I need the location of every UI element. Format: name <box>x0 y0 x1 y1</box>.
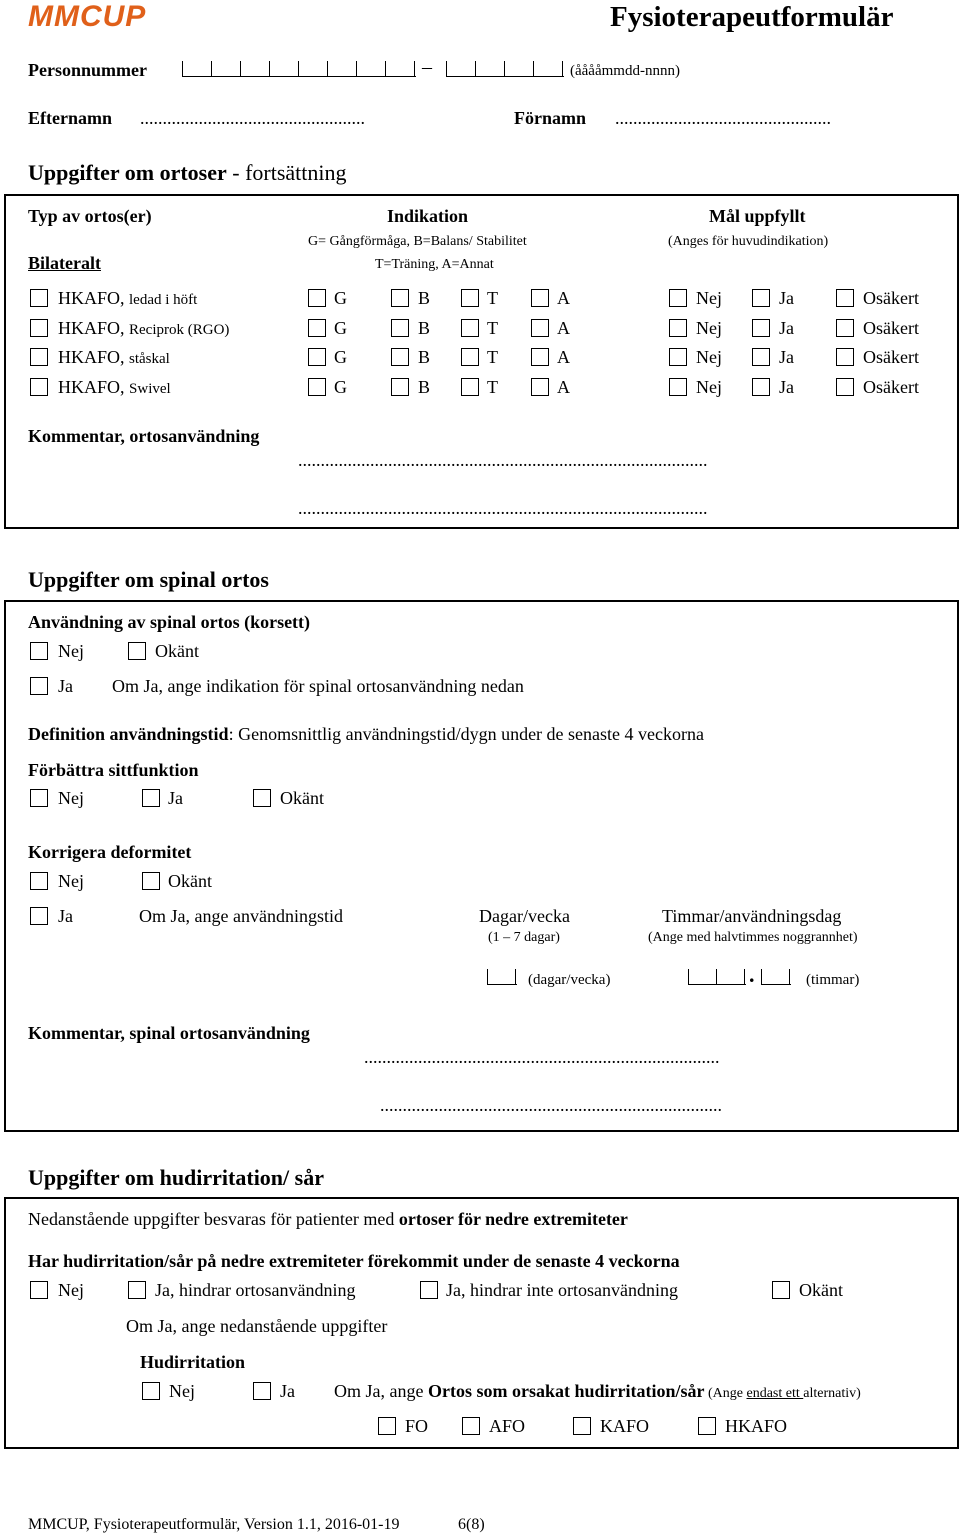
ortos-row-0-goal-0-label: Nej <box>696 288 722 308</box>
ortos-row-2-label <box>58 347 170 368</box>
hud-ja-hindrar-checkbox[interactable] <box>128 1281 146 1299</box>
hours-note: (Ange med halvtimmes noggrannhet) <box>648 930 858 945</box>
skin-text-bold: Ortos som orsakat hudirritation/sår <box>427 1381 705 1401</box>
ortos-row-0-goal-2-label: Osäkert <box>863 288 919 308</box>
ortos-row-0-label <box>58 288 197 309</box>
skin-nej-label: Nej <box>169 1381 195 1401</box>
ortos-name: HKAFO, <box>58 288 130 308</box>
spinal-comment-label: Kommentar, spinal ortosanvändning <box>28 1023 310 1043</box>
footer-text: MMCUP, Fysioterapeutformulär, Version 1.1, 2016-01-19 <box>28 1516 400 1533</box>
footer-page: 6(8) <box>458 1516 485 1533</box>
skin-text-plain: Om Ja, ange <box>334 1381 428 1401</box>
mmcup-logo: MMCUP <box>28 0 147 33</box>
ortos-row-1-indication-A-checkbox[interactable] <box>531 319 549 337</box>
ortos-row-2-goal-0-label: Nej <box>696 347 722 367</box>
section-heading-rest: - fortsättning <box>226 160 347 185</box>
ortos-row-1-goal-2-label: Osäkert <box>863 318 919 338</box>
ortos-row-1-indication-B-checkbox[interactable] <box>391 319 409 337</box>
ortos-row-0-indication-G-label: G <box>334 288 347 308</box>
ortos-row-3-indication-B-label: B <box>418 377 431 397</box>
deform-okant-checkbox[interactable] <box>142 872 160 890</box>
bilateral-label: Bilateralt <box>28 253 101 273</box>
ortos-row-0-goal-0-checkbox[interactable] <box>669 289 687 307</box>
ortos-row-1-indication-B-label: B <box>418 318 431 338</box>
sit-okant-checkbox[interactable] <box>253 789 271 807</box>
days-note: (1 – 7 dagar) <box>488 930 560 945</box>
ortos-fo-checkbox[interactable] <box>378 1417 396 1435</box>
sit-label: Förbättra sittfunktion <box>28 760 199 780</box>
section-heading-spinal: Uppgifter om spinal ortos <box>28 567 269 592</box>
ortos-row-0-indication-A-checkbox[interactable] <box>531 289 549 307</box>
goal-note: (Anges för huvudindikation) <box>668 234 829 249</box>
deform-ja-checkbox[interactable] <box>30 907 48 925</box>
ortos-row-1-indication-A-label: A <box>557 318 570 338</box>
ortos-name: HKAFO, <box>58 377 130 397</box>
ortos-detail: ståskal <box>129 351 170 367</box>
ortos-row-0-indication-B-label: B <box>418 288 431 308</box>
hours-label: Timmar/användningsdag <box>662 906 842 926</box>
ortos-row-3-goal-2-checkbox[interactable] <box>836 378 854 396</box>
ortos-row-0-indication-B-checkbox[interactable] <box>391 289 409 307</box>
ortos-detail: ledad i höft <box>129 292 198 308</box>
ortos-row-3-indication-B-checkbox[interactable] <box>391 378 409 396</box>
hours-decimal-dot: . <box>749 962 755 987</box>
skin-ja-label: Ja <box>280 1381 295 1401</box>
hud-intro <box>28 1209 628 1230</box>
definition-text <box>28 724 704 745</box>
ortos-afo-label: AFO <box>489 1416 526 1436</box>
ortos-row-2-indication-B-checkbox[interactable] <box>391 348 409 366</box>
ortos-row-2-checkbox[interactable] <box>30 348 48 366</box>
definition-bold: Definition användningstid <box>28 724 229 744</box>
spinal-usage-okant-checkbox[interactable] <box>128 642 146 660</box>
skin-note-underlined: endast ett <box>746 1386 804 1401</box>
ortos-row-2-indication-G-checkbox[interactable] <box>308 348 326 366</box>
efternamn-label: Efternamn <box>28 108 112 128</box>
hud-question: Har hudirritation/sår på nedre extremiteter förekommit under de senaste 4 veckorna <box>28 1251 680 1271</box>
ortos-afo-checkbox[interactable] <box>462 1417 480 1435</box>
ortos-comment-line-2[interactable]: ........................................................................................... <box>298 498 708 518</box>
hud-ja-hindrar-inte-label: Ja, hindrar inte ortosanvändning <box>446 1280 678 1300</box>
indication-note-1: G= Gångförmåga, B=Balans/ Stabilitet <box>308 234 527 249</box>
personnummer-number-boxes[interactable] <box>446 61 564 77</box>
efternamn-field[interactable]: .................................................. <box>140 108 365 128</box>
ortos-row-2-goal-0-checkbox[interactable] <box>669 348 687 366</box>
hud-intro-bold: ortoser för nedre extremiteter <box>398 1209 628 1229</box>
section-heading-bold: Uppgifter om ortoser <box>28 160 227 185</box>
ortos-row-3-indication-G-label: G <box>334 377 347 397</box>
personnummer-label: Personnummer <box>28 60 147 80</box>
ortos-row-1-goal-0-checkbox[interactable] <box>669 319 687 337</box>
hud-okant-label: Okänt <box>799 1280 843 1300</box>
sit-ja-checkbox[interactable] <box>142 789 160 807</box>
ortos-row-3-label <box>58 377 171 398</box>
ortos-row-1-indication-T-label: T <box>487 318 498 338</box>
sit-ja-label: Ja <box>168 788 183 808</box>
ortos-row-0-indication-T-checkbox[interactable] <box>461 289 479 307</box>
ortos-kafo-label: KAFO <box>600 1416 650 1436</box>
ortos-row-2-goal-1-checkbox[interactable] <box>752 348 770 366</box>
ortos-row-2-goal-1-label: Ja <box>779 347 794 367</box>
hud-okant-checkbox[interactable] <box>772 1281 790 1299</box>
ortos-row-1-indication-G-label: G <box>334 318 347 338</box>
ortos-comment-line-1[interactable]: ........................................................................................... <box>298 450 708 470</box>
ortos-row-1-checkbox[interactable] <box>30 319 48 337</box>
days-unit: (dagar/vecka) <box>528 972 611 988</box>
ortos-name: HKAFO, <box>58 318 130 338</box>
personnummer-dash: – <box>422 56 432 78</box>
section-heading-hudirritation: Uppgifter om hudirritation/ sår <box>28 1165 324 1190</box>
deform-okant-label: Okänt <box>168 871 212 891</box>
ortos-row-3-indication-T-label: T <box>487 377 498 397</box>
spinal-usage-ja-checkbox[interactable] <box>30 677 48 695</box>
ortos-row-0-checkbox[interactable] <box>30 289 48 307</box>
ortos-row-2-indication-T-checkbox[interactable] <box>461 348 479 366</box>
ortos-row-3-checkbox[interactable] <box>30 378 48 396</box>
deform-ja-label: Ja <box>58 906 73 926</box>
ortos-row-3-indication-T-checkbox[interactable] <box>461 378 479 396</box>
ortos-row-2-indication-B-label: B <box>418 347 431 367</box>
spinal-usage-nej-label: Nej <box>58 641 84 661</box>
skin-text <box>334 1381 861 1402</box>
indication-note-2: T=Träning, A=Annat <box>375 257 494 272</box>
fornamn-field[interactable]: ................................................ <box>615 108 831 128</box>
spinal-usage-nej-checkbox[interactable] <box>30 642 48 660</box>
ortos-row-3-indication-A-checkbox[interactable] <box>531 378 549 396</box>
ortos-row-3-goal-1-label: Ja <box>779 377 794 397</box>
personnummer-hint: (ååååmmdd-nnnn) <box>570 63 680 79</box>
personnummer-date-boxes[interactable] <box>182 61 416 77</box>
spinal-usage-ja-text: Om Ja, ange indikation för spinal ortosanvändning nedan <box>112 676 524 696</box>
hud-ja-hindrar-label: Ja, hindrar ortosanvändning <box>155 1280 356 1300</box>
ortos-row-3-indication-A-label: A <box>557 377 570 397</box>
ortos-row-3-goal-0-checkbox[interactable] <box>669 378 687 396</box>
ortos-row-1-indication-T-checkbox[interactable] <box>461 319 479 337</box>
ortos-row-2-goal-2-label: Osäkert <box>863 347 919 367</box>
ortos-row-2-indication-A-label: A <box>557 347 570 367</box>
deform-nej-label: Nej <box>58 871 84 891</box>
ortos-row-3-goal-1-checkbox[interactable] <box>752 378 770 396</box>
ortos-row-0-indication-G-checkbox[interactable] <box>308 289 326 307</box>
ortos-name: HKAFO, <box>58 347 130 367</box>
ortos-row-2-indication-G-label: G <box>334 347 347 367</box>
ortos-row-3-goal-0-label: Nej <box>696 377 722 397</box>
ortos-hkafo-checkbox[interactable] <box>698 1417 716 1435</box>
sit-okant-label: Okänt <box>280 788 324 808</box>
deform-ja-text: Om Ja, ange användningstid <box>139 906 343 926</box>
sit-nej-label: Nej <box>58 788 84 808</box>
ortos-row-1-goal-1-label: Ja <box>779 318 794 338</box>
skin-note-b: alternativ) <box>803 1386 861 1401</box>
ortos-detail: Swivel <box>129 381 171 397</box>
ortos-fo-label: FO <box>405 1416 429 1436</box>
ortos-row-0-indication-A-label: A <box>557 288 570 308</box>
ortos-row-1-goal-2-checkbox[interactable] <box>836 319 854 337</box>
hud-intro-plain: Nedanstående uppgifter besvaras för patienter med <box>28 1209 399 1229</box>
ortos-row-1-goal-0-label: Nej <box>696 318 722 338</box>
definition-rest: : Genomsnittlig användningstid/dygn under de senaste 4 veckorna <box>228 724 704 744</box>
ortos-row-0-goal-1-checkbox[interactable] <box>752 289 770 307</box>
ortos-row-2-indication-A-checkbox[interactable] <box>531 348 549 366</box>
ortos-row-1-goal-1-checkbox[interactable] <box>752 319 770 337</box>
ortos-row-0-indication-T-label: T <box>487 288 498 308</box>
skin-note-a: (Ange <box>704 1386 747 1401</box>
sit-nej-checkbox[interactable] <box>30 789 48 807</box>
ortos-row-0-goal-1-label: Ja <box>779 288 794 308</box>
deform-nej-checkbox[interactable] <box>30 872 48 890</box>
hud-nej-label: Nej <box>58 1280 84 1300</box>
skin-label: Hudirritation <box>140 1352 246 1372</box>
skin-nej-checkbox[interactable] <box>142 1382 160 1400</box>
ortos-row-1-label <box>58 318 229 339</box>
ortos-comment-label: Kommentar, ortosanvändning <box>28 426 260 446</box>
ortos-row-3-indication-G-checkbox[interactable] <box>308 378 326 396</box>
hud-nej-checkbox[interactable] <box>30 1281 48 1299</box>
form-title: Fysioterapeutformulär <box>610 1 894 33</box>
ortos-detail: Reciprok (RGO) <box>129 322 230 338</box>
fornamn-label: Förnamn <box>514 108 586 128</box>
skin-ja-checkbox[interactable] <box>253 1382 271 1400</box>
col-header-goal: Mål uppfyllt <box>709 206 806 226</box>
hours-input-box[interactable] <box>688 969 746 985</box>
ortos-kafo-checkbox[interactable] <box>573 1417 591 1435</box>
spinal-comment-line-2[interactable]: ............................................................................ <box>380 1095 722 1115</box>
ortos-row-2-indication-T-label: T <box>487 347 498 367</box>
days-label: Dagar/vecka <box>479 906 570 926</box>
col-header-type: Typ av ortos(er) <box>28 206 152 226</box>
ortos-row-2-goal-2-checkbox[interactable] <box>836 348 854 366</box>
ortos-row-3-goal-2-label: Osäkert <box>863 377 919 397</box>
ortos-row-1-indication-G-checkbox[interactable] <box>308 319 326 337</box>
days-input-box[interactable] <box>487 969 517 985</box>
spinal-usage-okant-label: Okänt <box>155 641 199 661</box>
hud-ja-hindrar-inte-checkbox[interactable] <box>420 1281 438 1299</box>
spinal-usage-ja-label: Ja <box>58 676 73 696</box>
ortos-hkafo-label: HKAFO <box>725 1416 788 1436</box>
hours-unit: (timmar) <box>806 972 860 988</box>
ortos-row-0-goal-2-checkbox[interactable] <box>836 289 854 307</box>
col-header-indication: Indikation <box>387 206 469 226</box>
spinal-usage-label: Användning av spinal ortos (korsett) <box>28 612 311 632</box>
hud-if-yes: Om Ja, ange nedanstående uppgifter <box>126 1316 388 1336</box>
spinal-comment-line-1[interactable]: ............................................................................... <box>364 1047 720 1067</box>
hours-decimal-box[interactable] <box>761 969 791 985</box>
deform-label: Korrigera deformitet <box>28 842 192 862</box>
section-heading-ortoser <box>28 160 347 186</box>
